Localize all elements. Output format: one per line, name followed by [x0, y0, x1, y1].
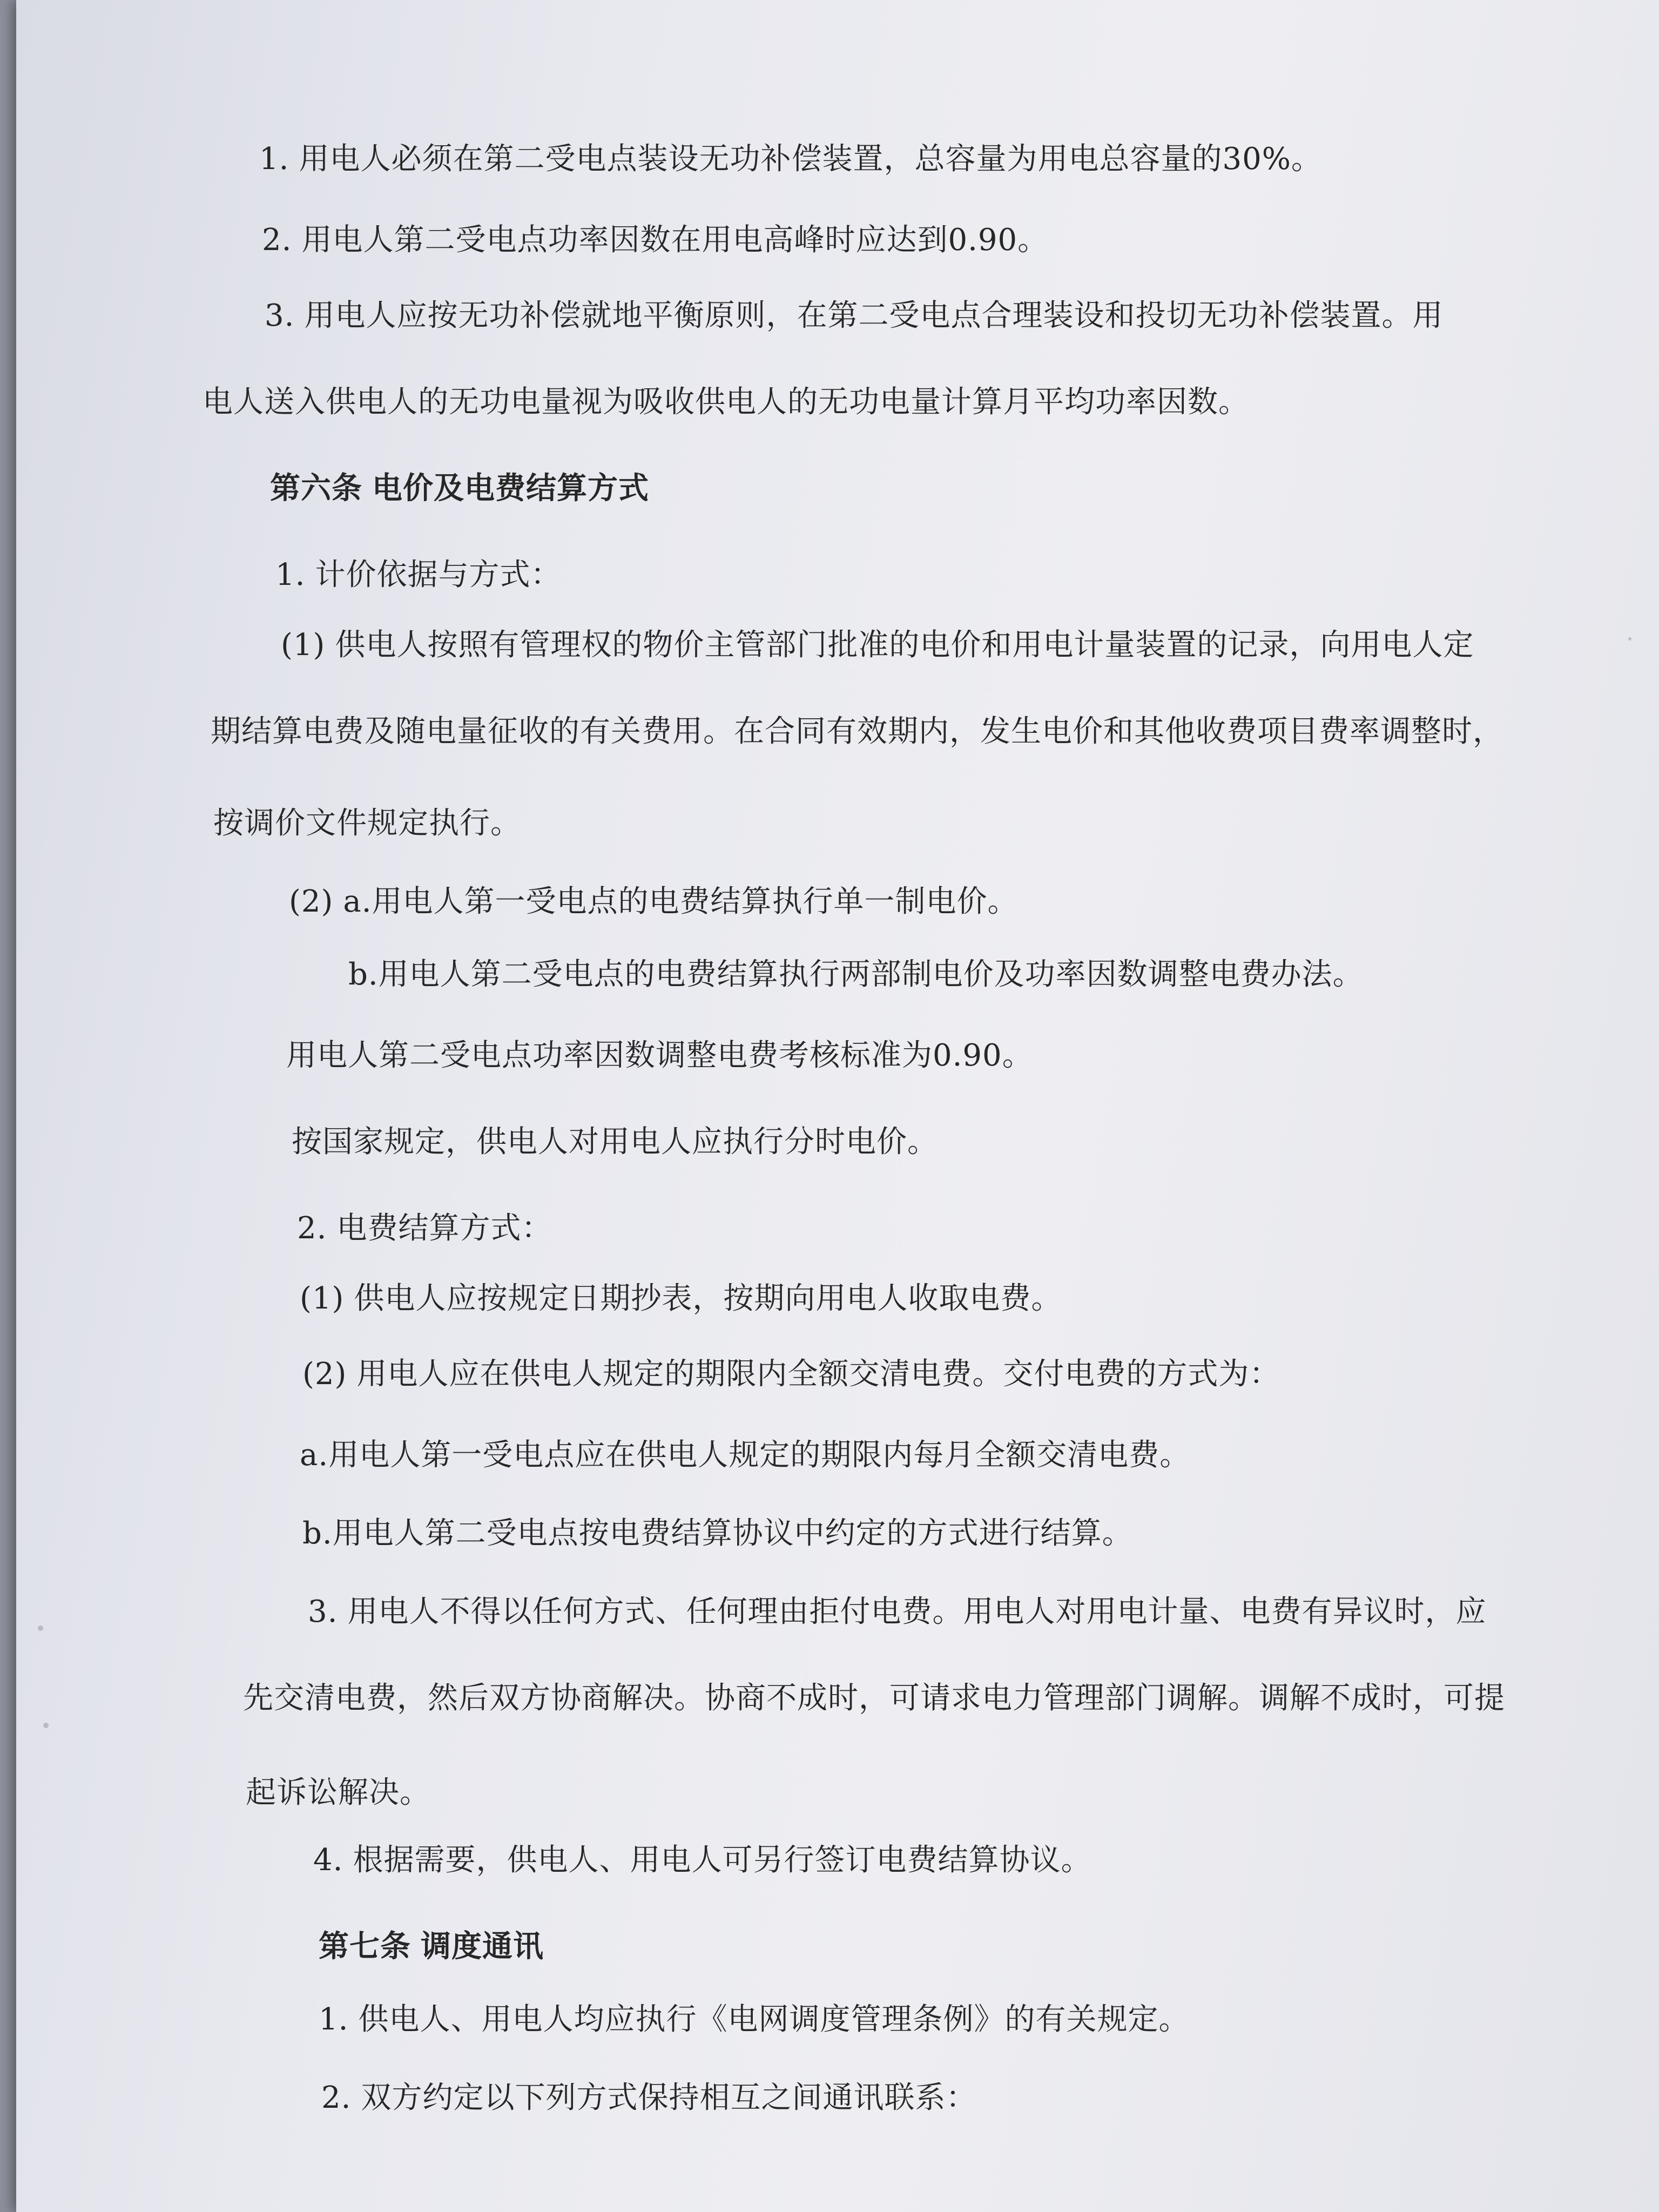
item-text: 用电人应在供电人规定的期限内全额交清电费。交付电费的方式为： — [356, 1357, 1280, 1392]
item-number: 3. — [308, 1594, 338, 1629]
item-text: b.用电人第二受电点按电费结算协议中约定的方式进行结算。 — [302, 1516, 1133, 1551]
item-number: (2) — [302, 1357, 347, 1392]
document-page — [16, 0, 1659, 2212]
item-text: 根据需要，供电人、用电人可另行签订电费结算协议。 — [353, 1843, 1092, 1878]
paragraph-continuation — [213, 799, 521, 842]
clause-6-item-1-2-b — [348, 950, 1364, 994]
item-text: 用电人必须在第二受电点装设无功补偿装置，总容量为用电总容量的30%。 — [299, 141, 1322, 177]
item-number: 1. — [259, 141, 289, 177]
clause-title: 调度通讯 — [421, 1928, 544, 1964]
item-text: 计价依据与方式： — [315, 557, 562, 592]
clause-number: 第六条 — [270, 470, 362, 506]
clause-6-item-2-2 — [302, 1350, 1280, 1393]
item-text: 电费结算方式： — [336, 1211, 552, 1246]
clause-6-heading — [270, 464, 649, 508]
clause-5-item-1 — [259, 135, 1322, 178]
item-text: a.用电人第一受电点的电费结算执行单一制电价。 — [343, 884, 1019, 919]
clause-6-item-2-1 — [300, 1274, 1062, 1318]
paragraph-line — [286, 1031, 1033, 1075]
item-text: 按国家规定，供电人对用电人应执行分时电价。 — [292, 1124, 938, 1159]
item-text: 供电人应按规定日期抄表，按期向用电人收取电费。 — [354, 1281, 1062, 1316]
paragraph-continuation — [203, 378, 1249, 421]
item-number: 1. — [275, 557, 306, 592]
item-number: 1. — [319, 2002, 349, 2037]
item-text: 先交清电费，然后双方协商解决。协商不成时，可请求电力管理部门调解。调解不成时，可提 — [243, 1681, 1505, 1716]
clause-7-heading — [319, 1923, 544, 1966]
item-number: (1) — [300, 1281, 345, 1316]
clause-6-item-1-2 — [289, 878, 1019, 921]
item-text: 用电人第二受电点功率因数在用电高峰时应达到0.90。 — [301, 222, 1049, 258]
clause-7-item-1 — [319, 1995, 1189, 2039]
item-number: (1) — [281, 628, 326, 663]
clause-number: 第七条 — [319, 1928, 411, 1964]
item-text: 用电人不得以任何方式、任何理由拒付电费。用电人对用电计量、电费有异议时，应 — [347, 1594, 1487, 1629]
item-number: 2. — [262, 222, 292, 258]
paragraph-continuation — [243, 1674, 1505, 1717]
item-text: 用电人第二受电点功率因数调整电费考核标准为0.90。 — [286, 1038, 1033, 1073]
item-text: b.用电人第二受电点的电费结算执行两部制电价及功率因数调整电费办法。 — [348, 957, 1364, 992]
item-number: 2. — [321, 2080, 352, 2115]
paper-speck — [43, 1723, 49, 1728]
clause-6-item-4 — [313, 1836, 1091, 1879]
item-text: 双方约定以下列方式保持相互之间通讯联系： — [361, 2080, 977, 2115]
item-text: a.用电人第一受电点应在供电人规定的期限内每月全额交清电费。 — [300, 1438, 1191, 1473]
item-number: 3. — [265, 298, 295, 333]
clause-5-item-2 — [262, 216, 1048, 259]
item-number: (2) — [289, 884, 334, 919]
clause-5-item-3 — [265, 292, 1443, 335]
paragraph-continuation — [211, 707, 1503, 751]
clause-6-item-2-2-a — [300, 1431, 1190, 1474]
clause-title: 电价及电费结算方式 — [372, 470, 649, 506]
item-number: 2. — [297, 1211, 327, 1246]
item-text: 用电人应按无功补偿就地平衡原则，在第二受电点合理装设和投切无功补偿装置。用 — [304, 298, 1444, 333]
item-text: 起诉讼解决。 — [246, 1775, 430, 1810]
item-number: 4. — [313, 1843, 343, 1878]
item-text: 供电人按照有管理权的物价主管部门批准的电价和用电计量装置的记录，向用电人定 — [335, 628, 1474, 663]
clause-6-item-2-2-b — [302, 1509, 1133, 1553]
paper-speck — [1628, 637, 1631, 640]
item-text: 供电人、用电人均应执行《电网调度管理条例》的有关规定。 — [358, 2002, 1190, 2037]
clause-7-item-2 — [321, 2074, 976, 2117]
clause-6-item-3 — [308, 1588, 1486, 1631]
item-text: 期结算电费及随电量征收的有关费用。在合同有效期内，发生电价和其他收费项目费率调整时， — [211, 714, 1503, 749]
paragraph-line — [292, 1118, 938, 1161]
clause-6-item-1 — [275, 551, 561, 594]
clause-6-item-2 — [297, 1204, 552, 1247]
paper-speck — [38, 1626, 43, 1631]
clause-6-item-1-1 — [281, 621, 1474, 664]
item-text: 电人送入供电人的无功电量视为吸收供电人的无功电量计算月平均功率因数。 — [203, 385, 1249, 420]
paragraph-continuation — [246, 1769, 430, 1812]
item-text: 按调价文件规定执行。 — [213, 806, 521, 841]
